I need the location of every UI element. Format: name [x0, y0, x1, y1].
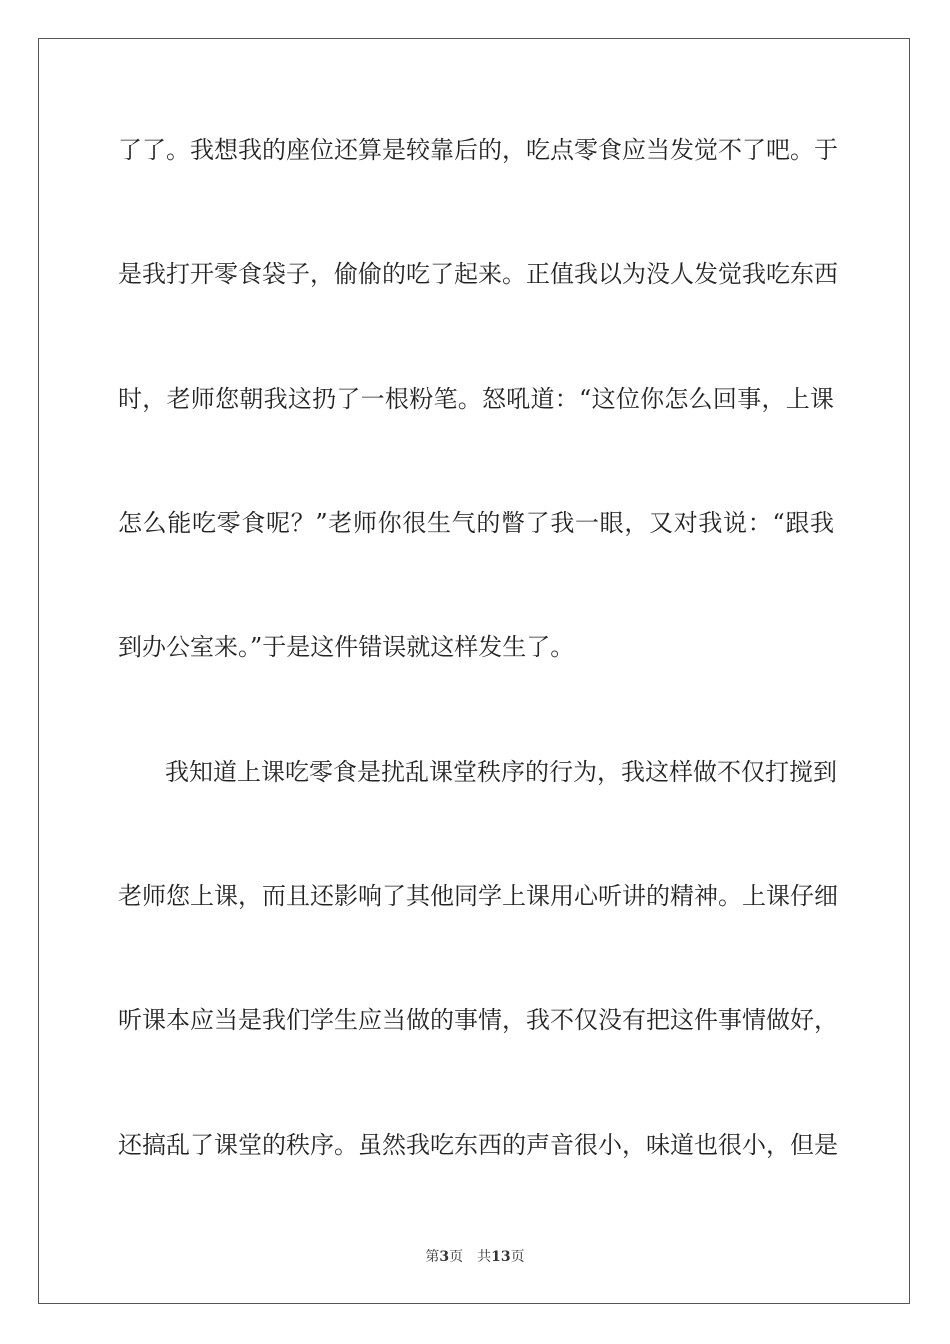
body-text-line-7: 老师您上课，而且还影响了其他同学上课用心听讲的精神。上课仔细 [118, 882, 838, 910]
page-total-suffix: 页 [510, 1249, 525, 1265]
page-border [38, 38, 910, 1304]
page-number-current: 3 [439, 1249, 450, 1265]
body-text-line-5: 到办公室来。”于是这件错误就这样发生了。 [118, 633, 575, 661]
page-number-suffix: 页 [449, 1249, 464, 1265]
body-text-line-9: 还搞乱了课堂的秩序。虽然我吃东西的声音很小，味道也很小，但是 [118, 1131, 838, 1159]
body-text-line-1: 了了。我想我的座位还算是较靠后的，吃点零食应当发觉不了吧。于 [118, 136, 838, 164]
body-text-line-6-paragraph-start: 我知道上课吃零食是扰乱课堂秩序的行为，我这样做不仅打搅到 [165, 758, 837, 786]
page-total-prefix: 共 [477, 1249, 492, 1265]
body-text-line-3: 时，老师您朝我这扔了一根粉笔。怒吼道：“这位你怎么回事，上课 [118, 385, 834, 413]
body-text-line-4: 怎么能吃零食呢？”老师你很生气的瞥了我一眼，又对我说：“跟我 [118, 509, 834, 537]
body-text-line-2: 是我打开零食袋子，偷偷的吃了起来。正值我以为没人发觉我吃东西 [118, 260, 838, 288]
body-text-line-8: 听课本应当是我们学生应当做的事情，我不仅没有把这件事情做好， [118, 1006, 838, 1034]
page-total-count: 13 [491, 1249, 511, 1265]
page-footer [0, 1248, 950, 1266]
page-number-prefix: 第 [425, 1249, 440, 1265]
